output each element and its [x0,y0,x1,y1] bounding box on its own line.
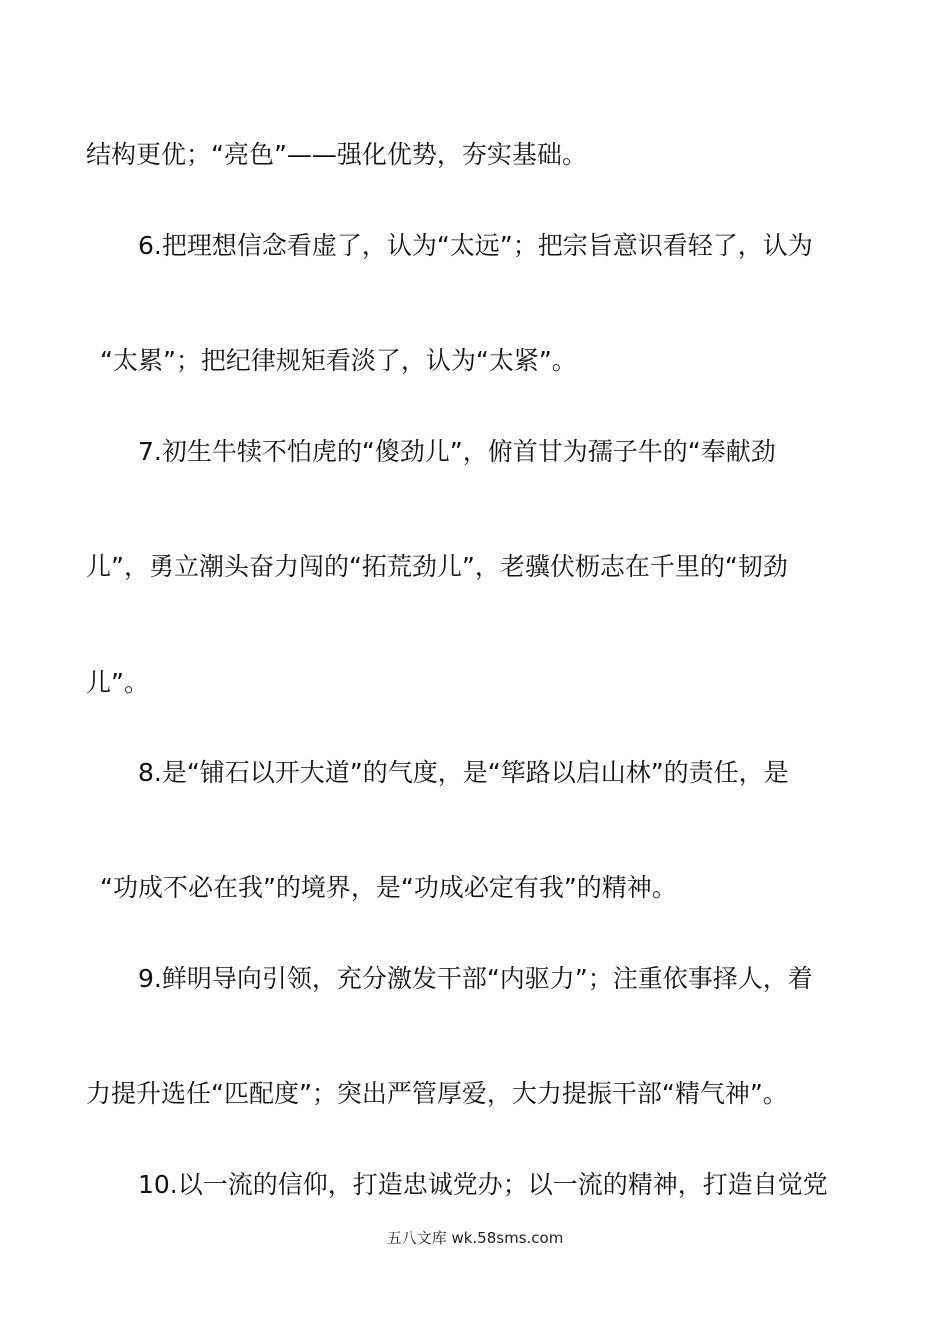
footer-watermark: 五八文库 wk.58sms.com [386,1229,564,1247]
text-line-6: 儿”。 [86,668,149,697]
text-line-5: 儿”，勇立潮头奋力闯的“拓荒劲儿”，老骥伏枥志在千里的“韧劲 [86,552,788,581]
text-line-7: 8.是“铺石以开大道”的气度，是“筚路以启山林”的责任，是 [138,758,789,787]
text-line-11: 10.以一流的信仰，打造忠诚党办；以一流的精神，打造自觉党 [138,1170,828,1199]
text-line-1: 结构更优；“亮色”——强化优势，夯实基础。 [86,140,587,169]
text-line-2: 6.把理想信念看虚了，认为“太远”；把宗旨意识看轻了，认为 [138,231,813,260]
text-line-10: 力提升选任“匹配度”；突出严管厚爱，大力提振干部“精气神”。 [86,1079,788,1108]
text-line-9: 9.鲜明导向引领，充分激发干部“内驱力”；注重依事择人，着 [138,964,813,993]
text-line-4: 7.初生牛犊不怕虎的“傻劲儿”，俯首甘为孺子牛的“奉献劲 [138,437,776,466]
text-line-8: “功成不必在我”的境界，是“功成必定有我”的精神。 [100,873,677,902]
text-line-3: “太累”；把纪律规矩看淡了，认为“太紧”。 [100,346,577,375]
